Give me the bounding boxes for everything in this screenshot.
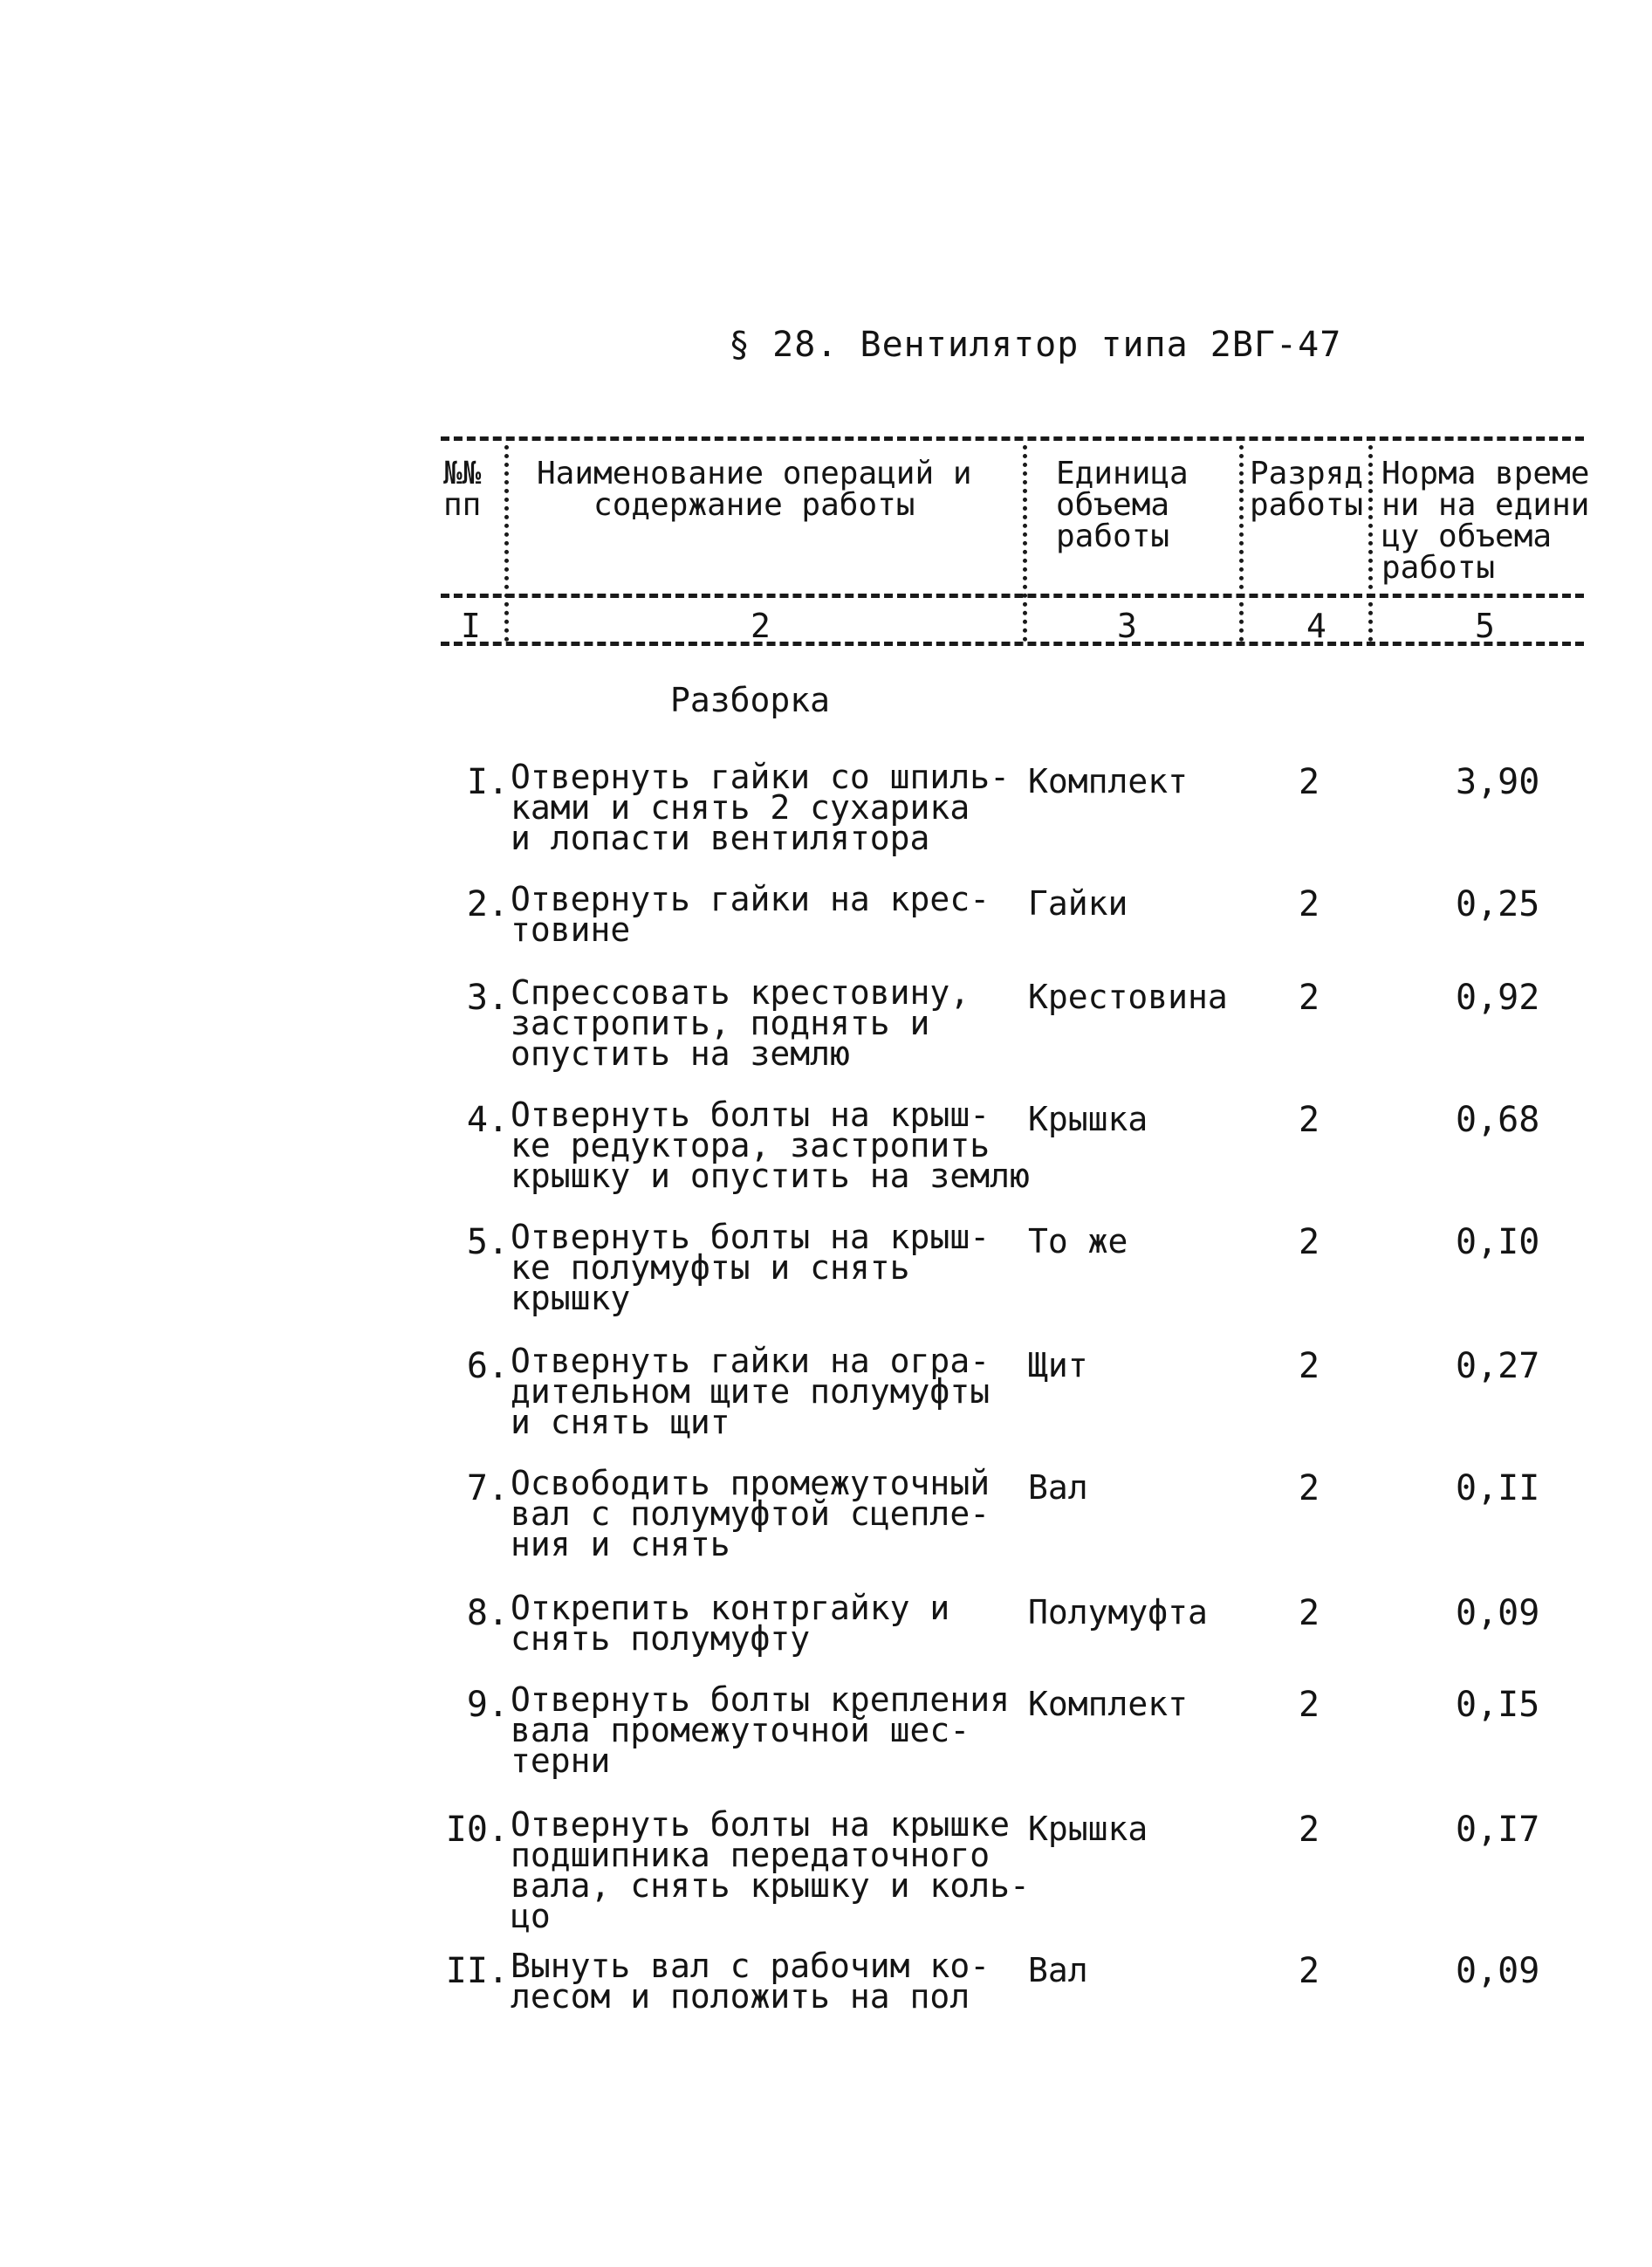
row-operation xyxy=(511,880,1034,949)
row-norm: 0,92 xyxy=(1456,978,1540,1018)
operation-line: цо xyxy=(511,1897,551,1935)
row-norm: 0,I0 xyxy=(1456,1222,1540,1262)
row-norm: 0,09 xyxy=(1456,1593,1540,1633)
row-number: 8. xyxy=(466,1593,509,1633)
operation-line: снять полумуфту xyxy=(511,1619,811,1658)
row-norm: 0,I5 xyxy=(1456,1685,1540,1725)
row-unit: Гайки xyxy=(1028,884,1128,923)
operation-line: Вынуть вал с рабочим ко- xyxy=(511,1947,991,1985)
row-number: 3. xyxy=(466,978,509,1018)
header-bottom-rule xyxy=(441,642,1584,646)
row-operation xyxy=(511,1947,1034,2016)
column-number-4: 4 xyxy=(1306,607,1326,645)
operation-line: Спрессовать крестовину, xyxy=(511,973,970,1012)
row-number: 9. xyxy=(466,1685,509,1725)
row-norm: 0,I7 xyxy=(1456,1810,1540,1850)
operation-line: Отвернуть гайки на крес- xyxy=(511,880,991,918)
row-grade: 2 xyxy=(1299,1468,1320,1508)
column-number-5: 5 xyxy=(1475,607,1495,645)
row-grade: 2 xyxy=(1299,1951,1320,1991)
column-number-2: 2 xyxy=(751,607,771,645)
row-unit: Полумуфта xyxy=(1028,1593,1208,1632)
operation-line: опустить на землю xyxy=(511,1034,850,1073)
row-grade: 2 xyxy=(1299,1593,1320,1633)
row-norm: 0,25 xyxy=(1456,884,1540,924)
header-col-unit: Единица объема работы xyxy=(1056,456,1189,554)
operation-line: лесом и положить на пол xyxy=(511,1977,970,2016)
operation-line: терни xyxy=(511,1741,611,1780)
row-number: 2. xyxy=(466,884,509,924)
operation-line: вала промежуточной шес- xyxy=(511,1711,970,1749)
operation-line: подшипника передаточного xyxy=(511,1836,991,1874)
operation-line: Отвернуть болты крепления xyxy=(511,1680,1010,1719)
header-col-number: №№ пп xyxy=(443,456,482,523)
row-number: 7. xyxy=(466,1468,509,1508)
row-unit: Вал xyxy=(1028,1951,1088,1989)
row-grade: 2 xyxy=(1299,884,1320,924)
row-unit: Щит xyxy=(1028,1346,1088,1384)
row-number: 4. xyxy=(466,1100,509,1140)
header-col-grade: Разряд работы xyxy=(1250,456,1364,523)
row-operation xyxy=(511,1805,1034,1935)
row-operation xyxy=(511,1680,1034,1780)
column-number-3: 3 xyxy=(1117,607,1137,645)
row-number: I0. xyxy=(445,1810,509,1850)
operation-line: Отвернуть гайки со шпиль- xyxy=(511,758,1010,796)
header-col-norm: Норма време ни на едини цу объема работы xyxy=(1381,456,1590,586)
operation-line: застропить, поднять и xyxy=(511,1004,930,1042)
operation-line: Отвернуть болты на крыш- xyxy=(511,1096,991,1134)
row-grade: 2 xyxy=(1299,978,1320,1018)
header-col-operation: Наименование операций и содержание работы xyxy=(537,456,972,523)
row-operation xyxy=(511,1589,1034,1658)
operation-line: Отвернуть болты на крыш- xyxy=(511,1218,991,1256)
operation-line: вал с полумуфтой сцепле- xyxy=(511,1494,991,1533)
row-operation xyxy=(511,1096,1034,1195)
row-unit: Крышка xyxy=(1028,1100,1148,1138)
col-separator-2 xyxy=(1023,445,1027,642)
row-number: I. xyxy=(466,762,509,802)
row-norm: 0,II xyxy=(1456,1468,1540,1508)
row-norm: 0,68 xyxy=(1456,1100,1540,1140)
operation-line: вала, снять крышку и коль- xyxy=(511,1866,1030,1905)
operation-line: Освободить промежуточный xyxy=(511,1464,991,1502)
row-norm: 0,27 xyxy=(1456,1346,1540,1386)
row-grade: 2 xyxy=(1299,762,1320,802)
row-unit: То же xyxy=(1028,1222,1128,1261)
row-grade: 2 xyxy=(1299,1222,1320,1262)
operation-line: Отвернуть гайки на огра- xyxy=(511,1342,991,1380)
page-title: § 28. Вентилятор типа 2ВГ-47 xyxy=(729,325,1342,365)
row-unit: Крышка xyxy=(1028,1810,1148,1848)
row-unit: Комплект xyxy=(1028,762,1189,800)
column-number-1: I xyxy=(461,607,481,645)
operation-line: и лопасти вентилятора xyxy=(511,819,930,857)
operation-line: и снять щит xyxy=(511,1403,730,1441)
row-unit: Крестовина xyxy=(1028,978,1228,1016)
row-operation xyxy=(511,973,1034,1073)
col-separator-1 xyxy=(504,445,509,642)
row-unit: Комплект xyxy=(1028,1685,1189,1723)
row-grade: 2 xyxy=(1299,1100,1320,1140)
operation-line: ния и снять xyxy=(511,1525,730,1563)
row-norm: 3,90 xyxy=(1456,762,1540,802)
col-separator-4 xyxy=(1368,445,1373,642)
row-grade: 2 xyxy=(1299,1685,1320,1725)
operation-line: ками и снять 2 сухарика xyxy=(511,788,970,827)
row-number: II. xyxy=(445,1951,509,1991)
operation-line: товине xyxy=(511,910,631,949)
header-top-rule xyxy=(441,436,1584,441)
row-number: 5. xyxy=(466,1222,509,1262)
row-grade: 2 xyxy=(1299,1346,1320,1386)
col-separator-3 xyxy=(1239,445,1244,642)
section-heading: Разборка xyxy=(670,681,831,719)
operation-line: крышку и опустить на землю xyxy=(511,1157,1030,1195)
operation-line: ке полумуфты и снять xyxy=(511,1248,910,1287)
row-operation xyxy=(511,758,1034,857)
operation-line: Открепить контргайку и xyxy=(511,1589,950,1627)
operation-line: крышку xyxy=(511,1279,631,1317)
row-operation xyxy=(511,1342,1034,1441)
header-mid-rule xyxy=(441,594,1584,598)
row-number: 6. xyxy=(466,1346,509,1386)
operation-line: дительном щите полумуфты xyxy=(511,1372,991,1411)
row-norm: 0,09 xyxy=(1456,1951,1540,1991)
operation-line: ке редуктора, застропить xyxy=(511,1126,991,1164)
row-grade: 2 xyxy=(1299,1810,1320,1850)
row-operation xyxy=(511,1464,1034,1563)
operation-line: Отвернуть болты на крышке xyxy=(511,1805,1010,1844)
row-unit: Вал xyxy=(1028,1468,1088,1507)
row-operation xyxy=(511,1218,1034,1317)
